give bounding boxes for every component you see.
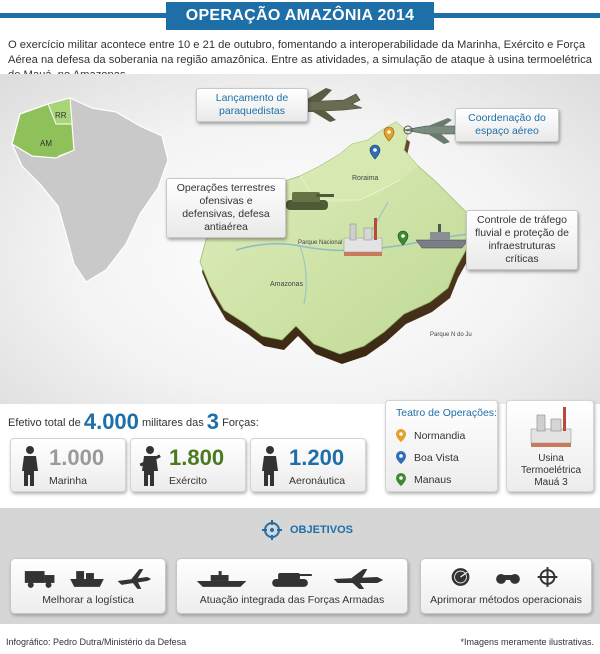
callout-paraquedistas <box>196 88 308 122</box>
force-name-aeronautica: Aeronáutica <box>289 475 346 487</box>
airplane-icon <box>118 569 152 589</box>
callout-fluvial-text: Controle de tráfego fluvial e proteção de infraestruturas críticas <box>475 214 569 265</box>
force-number-exercito: 1.800 <box>169 445 225 470</box>
objective-logistica-label: Melhorar a logística <box>42 594 134 606</box>
theater-item-boa-vista: Boa Vista <box>414 452 459 464</box>
map-label-parque: Parque Nacional <box>298 240 343 246</box>
force-card-aeronautica <box>250 438 366 492</box>
pin-boa-vista-legend-icon <box>396 451 406 464</box>
objetivos-section <box>0 508 600 624</box>
objective-atuacao-integrada <box>176 558 408 614</box>
soldier-icon <box>137 445 163 487</box>
map-label-parque-ju: Parque N do Ju <box>430 332 472 338</box>
map-label-roraima: Roraima <box>352 175 379 182</box>
callout-paraquedistas-text: Lançamento de paraquedistas <box>215 92 289 117</box>
objective-atuacao-label: Atuação integrada das Forças Armadas <box>199 594 385 606</box>
binoculars-icon <box>496 574 520 584</box>
callout-controle-fluvial <box>466 210 578 270</box>
theater-item-manaus: Manaus <box>414 474 452 486</box>
radar-icon <box>452 568 470 586</box>
theater-item-normandia: Normandia <box>414 430 466 442</box>
inset-label-rr: RR <box>55 111 67 120</box>
efetivo-middle: militares das <box>141 417 204 429</box>
efetivo-prefix: Efetivo total de <box>8 417 81 429</box>
force-name-exercito: Exército <box>169 475 207 487</box>
tank-icon <box>272 573 312 587</box>
fighter-jet-icon <box>334 569 384 589</box>
page-title: OPERAÇÃO AMAZÔNIA 2014 <box>166 2 434 30</box>
truck-icon <box>25 571 55 588</box>
force-card-exercito <box>130 438 246 492</box>
usina-line3: Mauá 3 <box>534 477 568 488</box>
objetivos-title: OBJETIVOS <box>290 524 353 536</box>
force-name-marinha: Marinha <box>49 475 87 487</box>
force-number-marinha: 1.000 <box>49 445 105 470</box>
usina-label <box>507 453 595 489</box>
callout-terrestres-text: Operações terrestres ofensivas e defensivas, defesa antiaérea <box>176 182 276 233</box>
power-plant-legend-icon <box>529 407 573 449</box>
efetivo-total: 4.000 <box>83 409 139 434</box>
crosshair-icon <box>538 567 558 587</box>
map-label-amazonas: Amazonas <box>270 281 304 288</box>
usina-line2: Termoelétrica <box>520 465 582 476</box>
pin-manaus-legend-icon <box>396 473 406 486</box>
objective-metodos-label: Aprimorar métodos operacionais <box>430 594 582 606</box>
header <box>0 0 600 32</box>
sailor-icon <box>17 445 43 487</box>
efetivo-forces-count: 3 <box>206 409 220 434</box>
warship-icon <box>197 571 247 587</box>
objective-metodos-icons <box>421 565 591 589</box>
inset-label-am: AM <box>40 139 52 148</box>
airman-icon <box>257 445 283 487</box>
force-number-aeronautica: 1.200 <box>289 445 345 470</box>
force-card-marinha <box>10 438 126 492</box>
theater-title: Teatro de Operações: <box>396 407 497 419</box>
brazil-inset-map <box>12 98 168 282</box>
callout-espaco-aereo <box>455 108 559 142</box>
pin-normandia-legend-icon <box>396 429 406 442</box>
cargo-ship-icon <box>70 571 104 587</box>
efetivo-suffix: Forças: <box>222 417 259 429</box>
objective-metodos-operacionais <box>420 558 592 614</box>
efetivo-total-line <box>8 409 259 435</box>
footer-credit: Infográfico: Pedro Dutra/Ministério da Defesa <box>6 637 187 647</box>
theater-legend <box>385 400 498 492</box>
callout-operacoes-terrestres <box>166 178 286 238</box>
objective-logistica-icons <box>11 565 165 589</box>
usina-card <box>506 400 594 492</box>
objective-atuacao-icons <box>177 565 407 589</box>
callout-espaco-aereo-text: Coordenação do espaço aéreo <box>468 112 546 137</box>
footer-note: *Imagens meramente ilustrativas. <box>460 637 594 647</box>
objective-logistica <box>10 558 166 614</box>
intro-text: O exercício militar acontece entre 10 e 21 de outubro, fomentando a interoperabilidade da Marinha, Exército e Força Aérea na defesa da soberania na região amazônica. Entre as atividades, a simulação de ataque à usina termoelétrica <box>8 39 592 66</box>
usina-line1: Usina <box>538 453 564 464</box>
target-icon <box>262 520 282 540</box>
